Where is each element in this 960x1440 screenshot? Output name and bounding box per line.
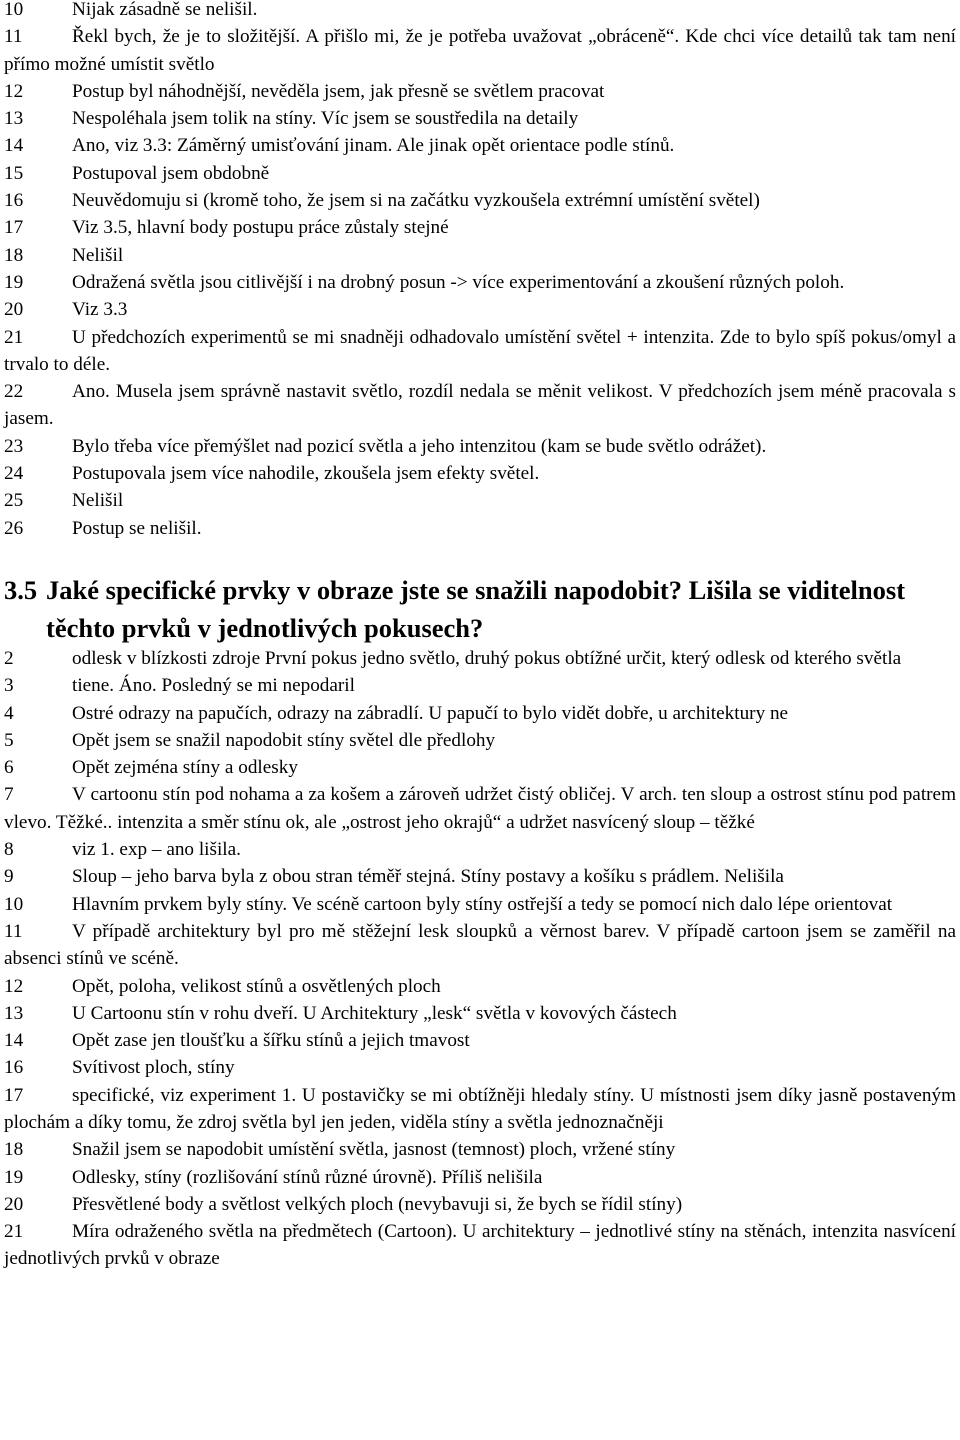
answer-number: 22 xyxy=(4,381,24,403)
answer-number: 21 xyxy=(4,326,24,348)
answer-text: specifické, viz experiment 1. U postavičky se mi obtížněji hledaly stíny. U místnosti jsem díky jasně postaveným plochám a díky tomu, že zdroj světla byl jen jeden, viděla stíny a světla jednoznačněji xyxy=(4,1084,956,1133)
answer-item xyxy=(4,242,956,269)
answer-item xyxy=(4,1000,956,1027)
answer-text: tiene. Áno. Posledný se mi nepodaril xyxy=(72,675,355,697)
answer-number: 5 xyxy=(4,729,14,751)
section-number: 3.5 xyxy=(4,574,38,605)
answer-number: 3 xyxy=(4,675,14,697)
answer-number: 21 xyxy=(4,1221,24,1243)
answer-number: 7 xyxy=(4,784,14,806)
answer-number: 2 xyxy=(4,647,14,669)
answer-text: Odlesky, stíny (rozlišování stínů různé úrovně). Příliš nelišila xyxy=(72,1166,543,1188)
answer-text: viz 1. exp – ano lišila. xyxy=(72,839,241,861)
answer-number: 18 xyxy=(4,244,24,266)
answer-text: odlesk v blízkosti zdroje První pokus jedno světlo, druhý pokus obtížné určit, který odlesk od kterého světla xyxy=(72,647,902,669)
answer-text: Snažil jsem se napodobit umístění světla, jasnost (temnost) ploch, vržené stíny xyxy=(72,1139,676,1161)
answer-text: Postup se nelišil. xyxy=(72,517,202,539)
section-title: Jaké specifické prvky v obraze jste se snažili napodobit? Lišila se viditelnost těchto prvků v jednotlivých pokusech? xyxy=(46,574,906,643)
answer-number: 18 xyxy=(4,1139,24,1161)
answer-number: 25 xyxy=(4,490,24,512)
answer-item xyxy=(4,105,956,132)
answer-item xyxy=(4,1136,956,1163)
answer-number: 12 xyxy=(4,975,24,997)
answer-text: Bylo třeba více přemýšlet nad pozicí světla a jeho intenzitou (kam se bude světlo odrážet). xyxy=(72,435,767,457)
answer-item xyxy=(4,754,956,781)
answer-item xyxy=(4,863,956,890)
answer-text: Postup byl náhodnější, nevěděla jsem, jak přesně se světlem pracovat xyxy=(72,80,605,102)
answer-item xyxy=(4,1027,956,1054)
answer-number: 11 xyxy=(4,920,23,942)
answer-text: Ano, viz 3.3: Záměrný umisťování jinam. Ale jinak opět orientace podle stínů. xyxy=(72,135,675,157)
answer-number: 10 xyxy=(4,0,24,20)
answer-number: 24 xyxy=(4,463,24,485)
answer-number: 20 xyxy=(4,1193,24,1215)
answer-number: 9 xyxy=(4,866,14,888)
answer-text: Přesvětlené body a světlost velkých ploch (nevybavuji si, že bych se řídil stíny) xyxy=(72,1193,683,1215)
answer-item xyxy=(4,296,956,323)
answer-item xyxy=(4,1218,956,1273)
answer-text: Hlavním prvkem byly stíny. Ve scéně cartoon byly stíny ostřejší a tedy se pomocí nich dalo lépe orientovat xyxy=(72,893,893,915)
answer-text: Opět zase jen tloušťku a šířku stínů a jejich tmavost xyxy=(72,1030,470,1052)
answer-number: 4 xyxy=(4,702,14,724)
answer-text: Nijak zásadně se nelišil. xyxy=(72,0,258,20)
answer-item xyxy=(4,727,956,754)
answer-number: 12 xyxy=(4,80,24,102)
answer-item xyxy=(4,515,956,542)
answer-number: 19 xyxy=(4,271,24,293)
answer-item xyxy=(4,891,956,918)
answer-item xyxy=(4,781,956,836)
answer-item xyxy=(4,918,956,973)
answer-text: Odražená světla jsou citlivější i na drobný posun -> více experimentování a zkoušení různých poloh. xyxy=(72,271,845,293)
answer-item xyxy=(4,700,956,727)
answer-number: 16 xyxy=(4,1057,24,1079)
answer-text: Viz 3.5, hlavní body postupu práce zůstaly stejné xyxy=(72,217,449,239)
answer-item xyxy=(4,214,956,241)
answer-text: Viz 3.3 xyxy=(72,299,128,321)
answer-text: Ano. Musela jsem správně nastavit světlo, rozdíl nedala se měnit velikost. V předchozích jsem méně pracovala s jasem. xyxy=(4,381,956,430)
answer-item xyxy=(4,0,956,23)
answer-number: 23 xyxy=(4,435,24,457)
answer-text: Opět jsem se snažil napodobit stíny světel dle předlohy xyxy=(72,729,496,751)
answer-number: 6 xyxy=(4,757,14,779)
answer-number: 14 xyxy=(4,1030,24,1052)
answer-number: 26 xyxy=(4,517,24,539)
answer-item xyxy=(4,836,956,863)
answer-item xyxy=(4,378,956,433)
answer-text: V případě architektury byl pro mě stěžejní lesk sloupků a věrnost barev. V případě cartoon jsem se zaměřil na absenci stínů ve scéně. xyxy=(4,920,956,970)
answer-item xyxy=(4,269,956,296)
answer-number: 10 xyxy=(4,893,24,915)
answer-item xyxy=(4,1054,956,1081)
answer-item xyxy=(4,78,956,105)
answer-text: Postupoval jsem obdobně xyxy=(72,162,270,184)
answer-text: Opět, poloha, velikost stínů a osvětlených ploch xyxy=(72,975,441,997)
answer-text: Nelišil xyxy=(72,490,124,512)
answer-number: 16 xyxy=(4,190,24,212)
answer-item xyxy=(4,160,956,187)
answer-text: Opět zejména stíny a odlesky xyxy=(72,757,298,779)
answer-number: 15 xyxy=(4,162,24,184)
answer-text: Ostré odrazy na papučích, odrazy na zábradlí. U papučí to bylo vidět dobře, u architektury ne xyxy=(72,702,789,724)
answer-text: U předchozích experimentů se mi snadněji odhadovalo umístění světel + intenzita. Zde to bylo spíš pokus/omyl a trvalo to déle. xyxy=(4,326,956,375)
answer-item xyxy=(4,487,956,514)
answer-item xyxy=(4,23,956,78)
section-heading xyxy=(4,571,956,647)
answer-number: 19 xyxy=(4,1166,24,1188)
answer-text: Postupovala jsem více nahodile, zkoušela jsem efekty světel. xyxy=(72,463,540,485)
answer-number: 8 xyxy=(4,839,14,861)
answer-item xyxy=(4,187,956,214)
answer-text: Nelišil xyxy=(72,244,124,266)
answer-text: Neuvědomuju si (kromě toho, že jsem si na začátku vyzkoušela extrémní umístění světel) xyxy=(72,190,760,212)
answer-number: 20 xyxy=(4,299,24,321)
answers-list-3-4 xyxy=(4,0,956,542)
answer-number: 17 xyxy=(4,1084,24,1106)
answer-item xyxy=(4,132,956,159)
answer-number: 13 xyxy=(4,108,24,130)
answer-text: Míra odraženého světla na předmětech (Cartoon). U architektury – jednotlivé stíny na stěnách, intenzita nasvícení jednotlivých prvků v obraze xyxy=(4,1221,956,1270)
answer-number: 11 xyxy=(4,26,23,48)
answer-item xyxy=(4,973,956,1000)
answer-item xyxy=(4,460,956,487)
answer-number: 13 xyxy=(4,1002,24,1024)
answer-number: 17 xyxy=(4,217,24,239)
answers-list-3-5 xyxy=(4,645,956,1273)
answer-text: U Cartoonu stín v rohu dveří. U Architektury „lesk“ světla v kovových částech xyxy=(72,1002,677,1024)
answer-text: Nespoléhala jsem tolik na stíny. Víc jsem se soustředila na detaily xyxy=(72,108,579,130)
answer-item xyxy=(4,1082,956,1137)
answer-text: Svítivost ploch, stíny xyxy=(72,1057,235,1079)
answer-item xyxy=(4,324,956,379)
answer-text: V cartoonu stín pod nohama a za košem a zároveň udržet čistý obličej. V arch. ten sloup a ostrost stínu pod patrem vlevo. Těžké.. intenzita a směr stínu ok, ale „ostrost jeho okrajů“ a udržet nasvícený sloup – těžké xyxy=(4,784,956,833)
answer-item xyxy=(4,672,956,699)
answer-item xyxy=(4,433,956,460)
answer-item xyxy=(4,1191,956,1218)
answer-text: Řekl bych, že je to složitější. A přišlo mi, že je potřeba uvažovat „obráceně“. Kde chci více detailů tak tam není přímo možné umístit světlo xyxy=(4,26,956,75)
answer-item xyxy=(4,1164,956,1191)
answer-text: Sloup – jeho barva byla z obou stran téměř stejná. Stíny postavy a košíku s prádlem. Nelišila xyxy=(72,866,784,888)
answer-item xyxy=(4,645,956,672)
answer-number: 14 xyxy=(4,135,24,157)
